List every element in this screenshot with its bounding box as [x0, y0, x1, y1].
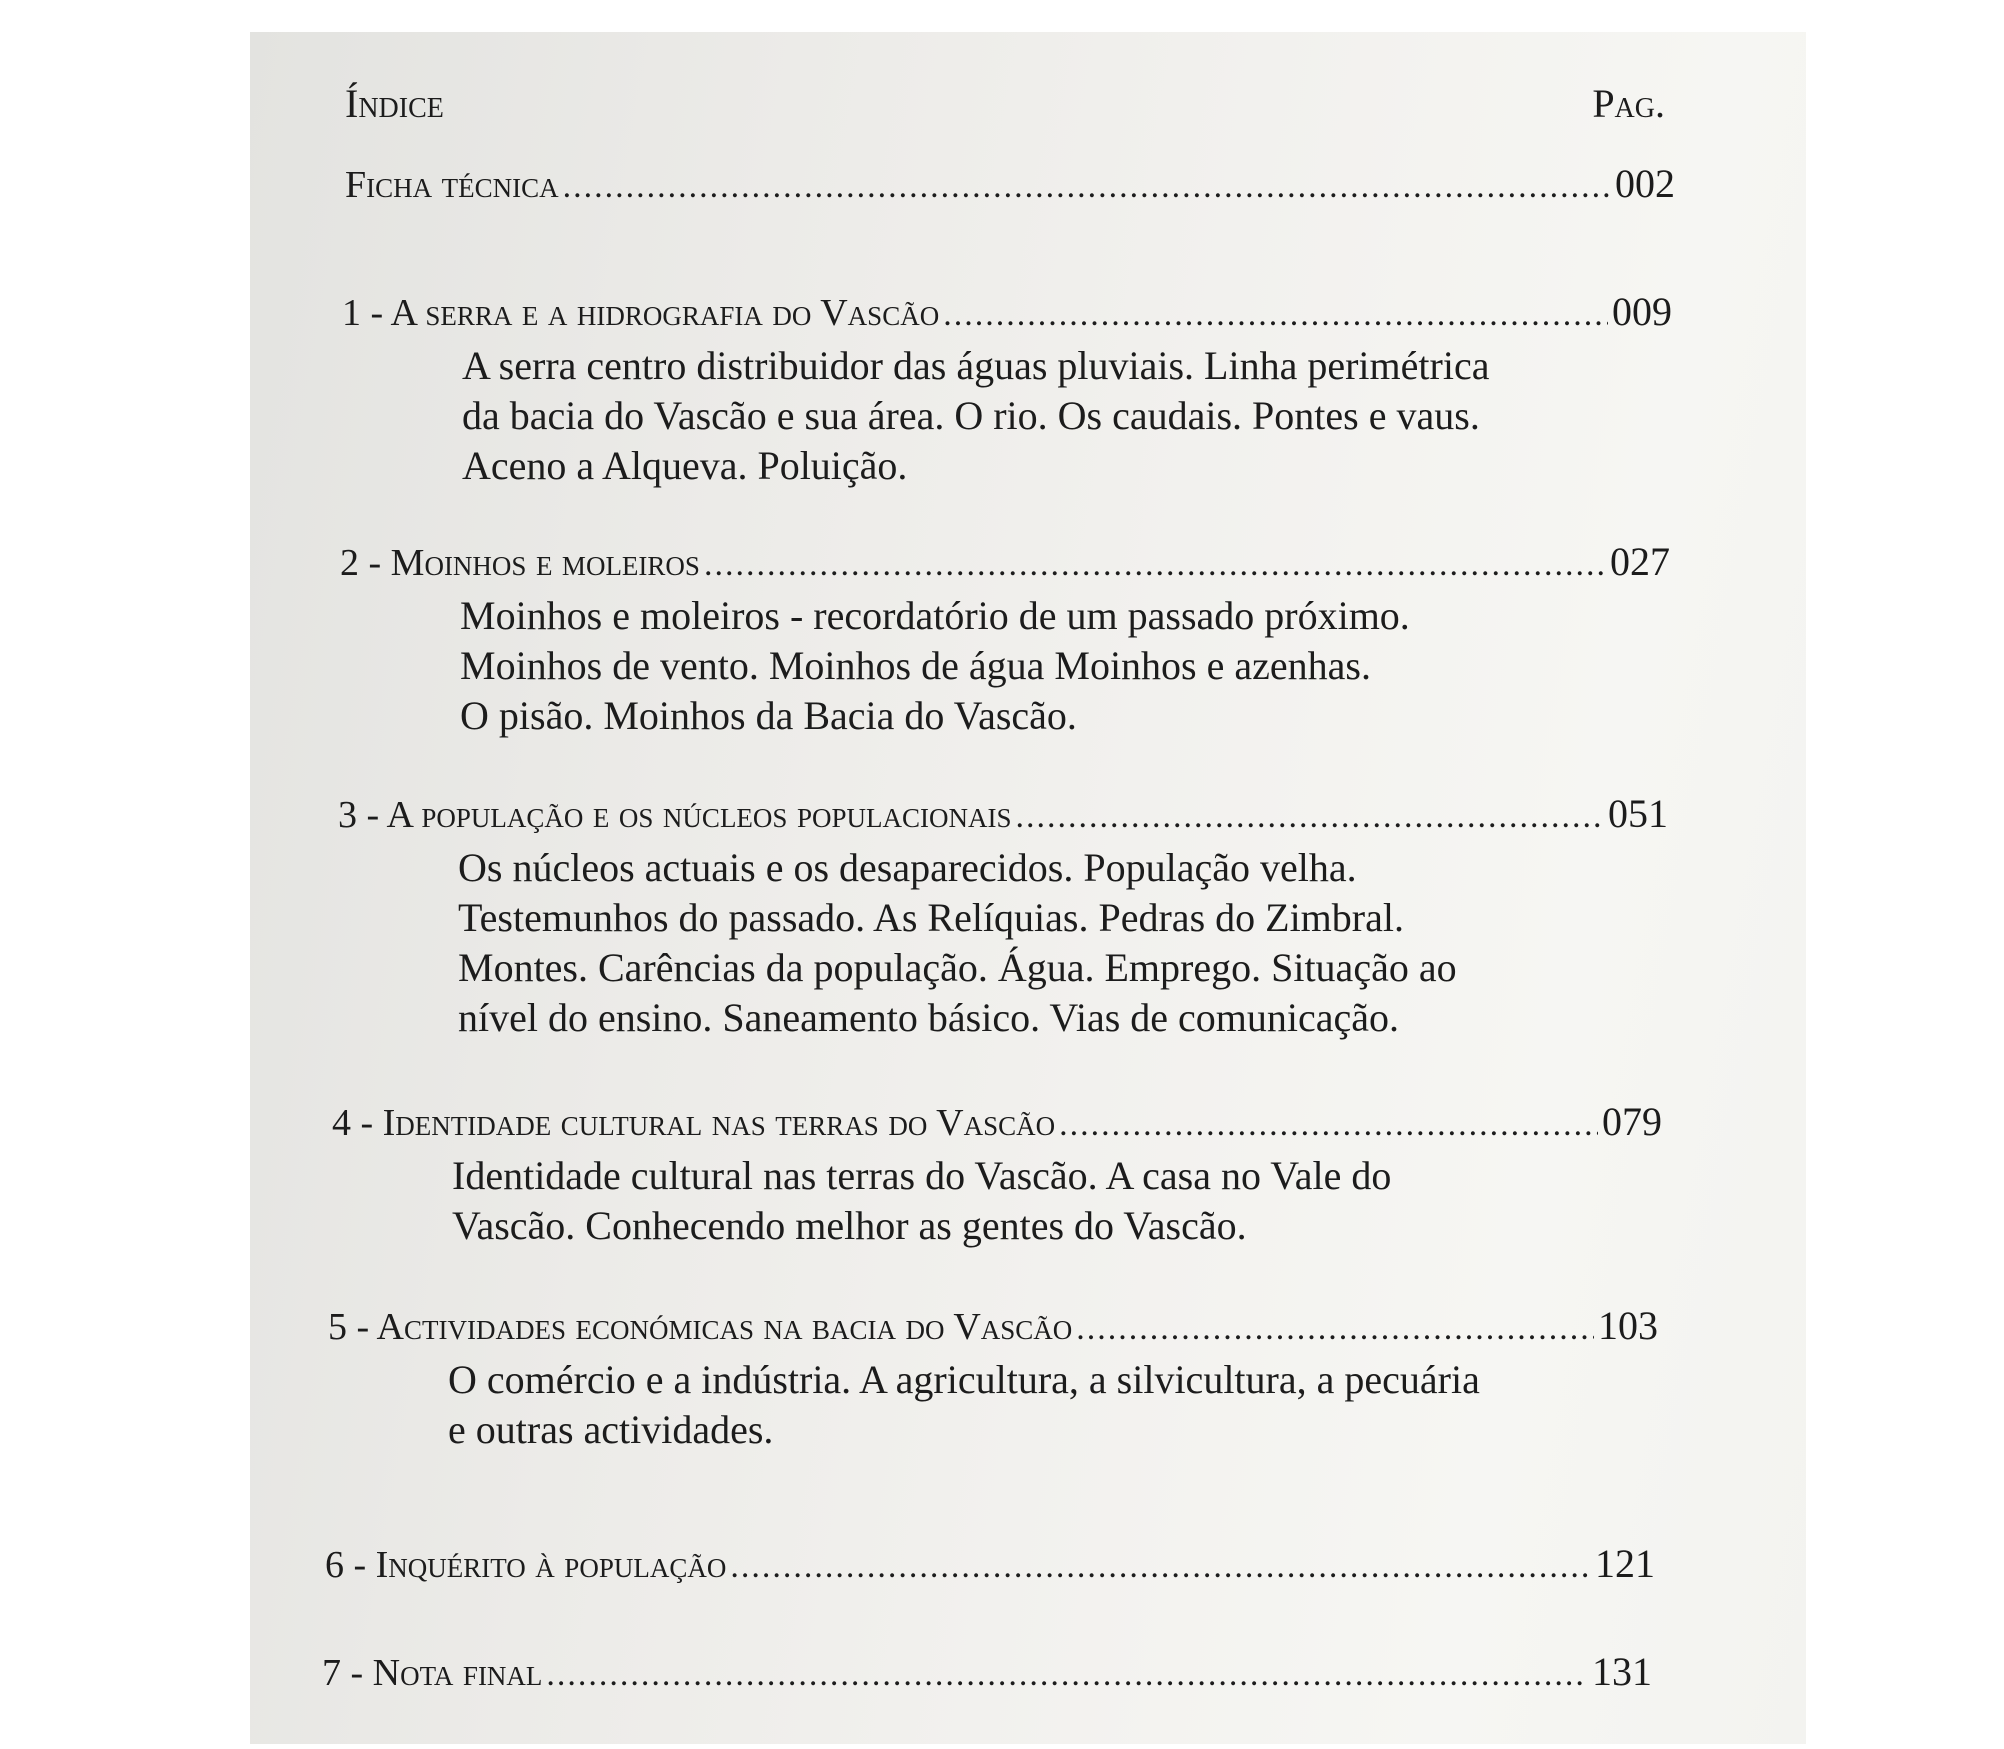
description-line: Os núcleos actuais e os desaparecidos. População velha. — [458, 845, 1357, 890]
toc-entry-chapter-6 — [325, 1540, 1655, 1587]
toc-entry-chapter-3 — [338, 790, 1668, 1043]
toc-entry-description — [452, 1151, 1522, 1251]
toc-entry-title: 6 - Inquérito à população — [325, 1544, 727, 1586]
dot-leader — [1059, 1106, 1598, 1144]
toc-entry-page: 121 — [1595, 1541, 1655, 1586]
toc-entry-description — [460, 591, 1530, 741]
dot-leader — [1015, 798, 1604, 836]
toc-entry-title: 4 - Identidade cultural nas terras do Vascão — [332, 1102, 1056, 1144]
toc-entry-ficha-tecnica — [345, 160, 1675, 207]
toc-entry-title: 1 - A serra e a hidrografia do Vascão — [342, 292, 940, 334]
description-line: O pisão. Moinhos da Bacia do Vascão. — [460, 693, 1077, 738]
toc-entry-page: 027 — [1610, 539, 1670, 584]
index-title: Índice — [345, 81, 444, 126]
description-line: Montes. Carências da população. Água. Emprego. Situação ao — [458, 945, 1457, 990]
toc-entry-chapter-1 — [342, 288, 1672, 491]
dot-leader — [546, 1656, 1588, 1694]
toc-entry-chapter-7 — [322, 1648, 1652, 1695]
toc-entry-title: Ficha técnica — [345, 164, 559, 206]
toc-entry-description — [462, 341, 1532, 491]
toc-entry-page: 009 — [1612, 289, 1672, 334]
description-line: O comércio e a indústria. A agricultura, a silvicultura, a pecuária — [448, 1357, 1480, 1402]
toc-entry-description — [448, 1355, 1518, 1455]
toc-entry-chapter-2 — [340, 538, 1670, 741]
toc-entry-page: 051 — [1608, 791, 1668, 836]
dot-leader — [943, 296, 1608, 334]
page-column-label: Pag. — [1592, 81, 1665, 126]
description-line: Moinhos e moleiros - recordatório de um passado próximo. — [460, 593, 1410, 638]
toc-entry-title: 2 - Moinhos e moleiros — [340, 542, 700, 584]
dot-leader — [563, 168, 1611, 206]
description-line: Aceno a Alqueva. Poluição. — [462, 443, 908, 488]
toc-entry-page: 131 — [1592, 1649, 1652, 1694]
toc-entry-title: 7 - Nota final — [322, 1652, 543, 1694]
toc-entry-page: 002 — [1615, 161, 1675, 206]
toc-entry-chapter-4 — [332, 1098, 1662, 1251]
toc-entry-page: 079 — [1602, 1099, 1662, 1144]
description-line: da bacia do Vascão e sua área. O rio. Os caudais. Pontes e vaus. — [462, 393, 1480, 438]
description-line: Vascão. Conhecendo melhor as gentes do Vascão. — [452, 1203, 1247, 1248]
dot-leader — [1076, 1310, 1594, 1348]
book-page — [250, 32, 1806, 1744]
dot-leader — [704, 546, 1606, 584]
toc-entry-title: 5 - Actividades económicas na bacia do Vascão — [328, 1306, 1073, 1348]
description-line: Testemunhos do passado. As Relíquias. Pedras do Zimbral. — [458, 895, 1404, 940]
description-line: nível do ensino. Saneamento básico. Vias de comunicação. — [458, 995, 1400, 1040]
toc-entry-page: 103 — [1598, 1303, 1658, 1348]
toc-entry-title: 3 - A população e os núcleos populacionais — [338, 794, 1012, 836]
index-header — [345, 80, 1665, 127]
toc-entry-chapter-5 — [328, 1302, 1658, 1455]
description-line: Moinhos de vento. Moinhos de água Moinhos e azenhas. — [460, 643, 1371, 688]
description-line: e outras actividades. — [448, 1407, 774, 1452]
toc-entry-description — [458, 843, 1528, 1043]
description-line: Identidade cultural nas terras do Vascão. A casa no Vale do — [452, 1153, 1392, 1198]
dot-leader — [730, 1548, 1591, 1586]
description-line: A serra centro distribuidor das águas pluviais. Linha perimétrica — [462, 343, 1490, 388]
